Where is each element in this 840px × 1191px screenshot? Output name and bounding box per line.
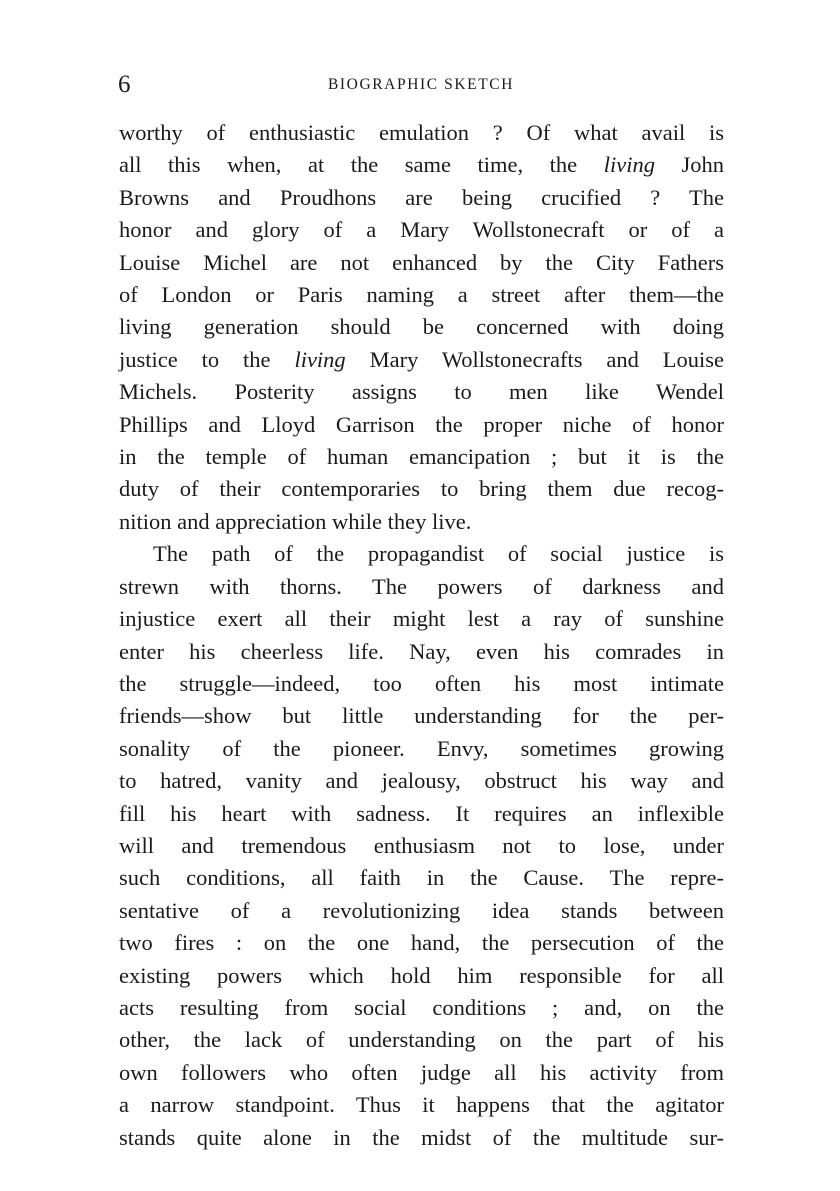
line-text: sentative of a revolutionizing idea stands between: [119, 897, 724, 923]
line-text: living generation should be concerned with doing: [119, 314, 724, 340]
line-text: justice to the: [119, 346, 295, 372]
text-line: [119, 279, 724, 311]
text-line: [119, 214, 724, 246]
line-text: of London or Paris naming a street after them—the: [119, 282, 724, 308]
line-text: other, the lack of understanding on the part of his: [119, 1027, 724, 1053]
line-text: injustice exert all their might lest a ray of sunshine: [119, 606, 724, 632]
text-line: [119, 798, 724, 830]
line-text: honor and glory of a Mary Wollstonecraft or of a: [119, 217, 724, 243]
line-text: in the temple of human emancipation ; but it is the: [119, 444, 724, 470]
line-text: friends—show but little understanding for the per-: [119, 703, 724, 729]
line-text: strewn with thorns. The powers of darkness and: [119, 573, 724, 599]
text-line: [119, 473, 724, 505]
running-title: BIOGRAPHIC SKETCH: [327, 76, 515, 93]
text-line: [119, 538, 724, 570]
line-text: John: [654, 152, 724, 178]
text-line: [119, 1024, 724, 1056]
line-text: two fires : on the one hand, the persecution of the: [119, 930, 724, 956]
running-head: [118, 70, 724, 104]
body-text: [119, 117, 724, 1154]
line-text: Phillips and Lloyd Garrison the proper niche of honor: [119, 411, 724, 437]
text-line: [119, 700, 724, 732]
text-line: [119, 571, 724, 603]
text-line: [119, 117, 724, 149]
line-text: Mary Wollstonecrafts and Louise: [345, 346, 724, 372]
line-text: nition and appreciation while they live.: [119, 508, 472, 534]
line-text: Browns and Proudhons are being crucified ? The: [119, 184, 724, 210]
page-number: 6: [118, 71, 131, 98]
text-line: [119, 668, 724, 700]
line-text: acts resulting from social conditions ; and, on the: [119, 994, 724, 1020]
text-line: [119, 311, 724, 343]
text-line: [119, 247, 724, 279]
line-text: stands quite alone in the midst of the multitude sur-: [119, 1124, 724, 1150]
text-line: [119, 636, 724, 668]
text-line: [119, 1057, 724, 1089]
text-line: [119, 960, 724, 992]
text-line: [119, 376, 724, 408]
line-text: own followers who often judge all his activity from: [119, 1059, 724, 1085]
line-text: existing powers which hold him responsible for all: [119, 962, 724, 988]
text-line: [119, 149, 724, 181]
line-text: Louise Michel are not enhanced by the City Fathers: [119, 249, 724, 275]
text-line: [119, 765, 724, 797]
italic-emphasis: living: [294, 346, 346, 372]
text-line: [119, 182, 724, 214]
line-text: will and tremendous enthusiasm not to lose, under: [119, 832, 724, 858]
line-text: all this when, at the same time, the: [119, 152, 604, 178]
line-text: such conditions, all faith in the Cause. The repre-: [119, 865, 724, 891]
text-line: [119, 895, 724, 927]
text-line: [119, 733, 724, 765]
text-line: [119, 603, 724, 635]
text-line: [119, 927, 724, 959]
text-line: [119, 1122, 724, 1154]
line-text: duty of their contemporaries to bring them due recog-: [119, 476, 724, 502]
line-text: worthy of enthusiastic emulation ? Of what avail is: [119, 120, 724, 145]
line-text: The path of the propagandist of social justice is: [153, 541, 724, 567]
text-line: [119, 1089, 724, 1121]
text-line: [119, 506, 724, 538]
line-text: enter his cheerless life. Nay, even his comrades in: [119, 638, 724, 664]
text-line: [119, 992, 724, 1024]
line-text: Michels. Posterity assigns to men like Wendel: [119, 379, 724, 405]
text-line: [119, 441, 724, 473]
line-text: to hatred, vanity and jealousy, obstruct his way and: [119, 768, 724, 794]
text-line: [119, 862, 724, 894]
italic-emphasis: living: [603, 152, 655, 178]
line-text: the struggle—indeed, too often his most intimate: [119, 670, 724, 696]
line-text: sonality of the pioneer. Envy, sometimes growing: [119, 735, 724, 761]
text-line: [119, 830, 724, 862]
line-text: fill his heart with sadness. It requires an inflexible: [119, 800, 724, 826]
text-line: [119, 409, 724, 441]
line-text: a narrow standpoint. Thus it happens that the agitator: [119, 1092, 724, 1118]
text-line: [119, 344, 724, 376]
